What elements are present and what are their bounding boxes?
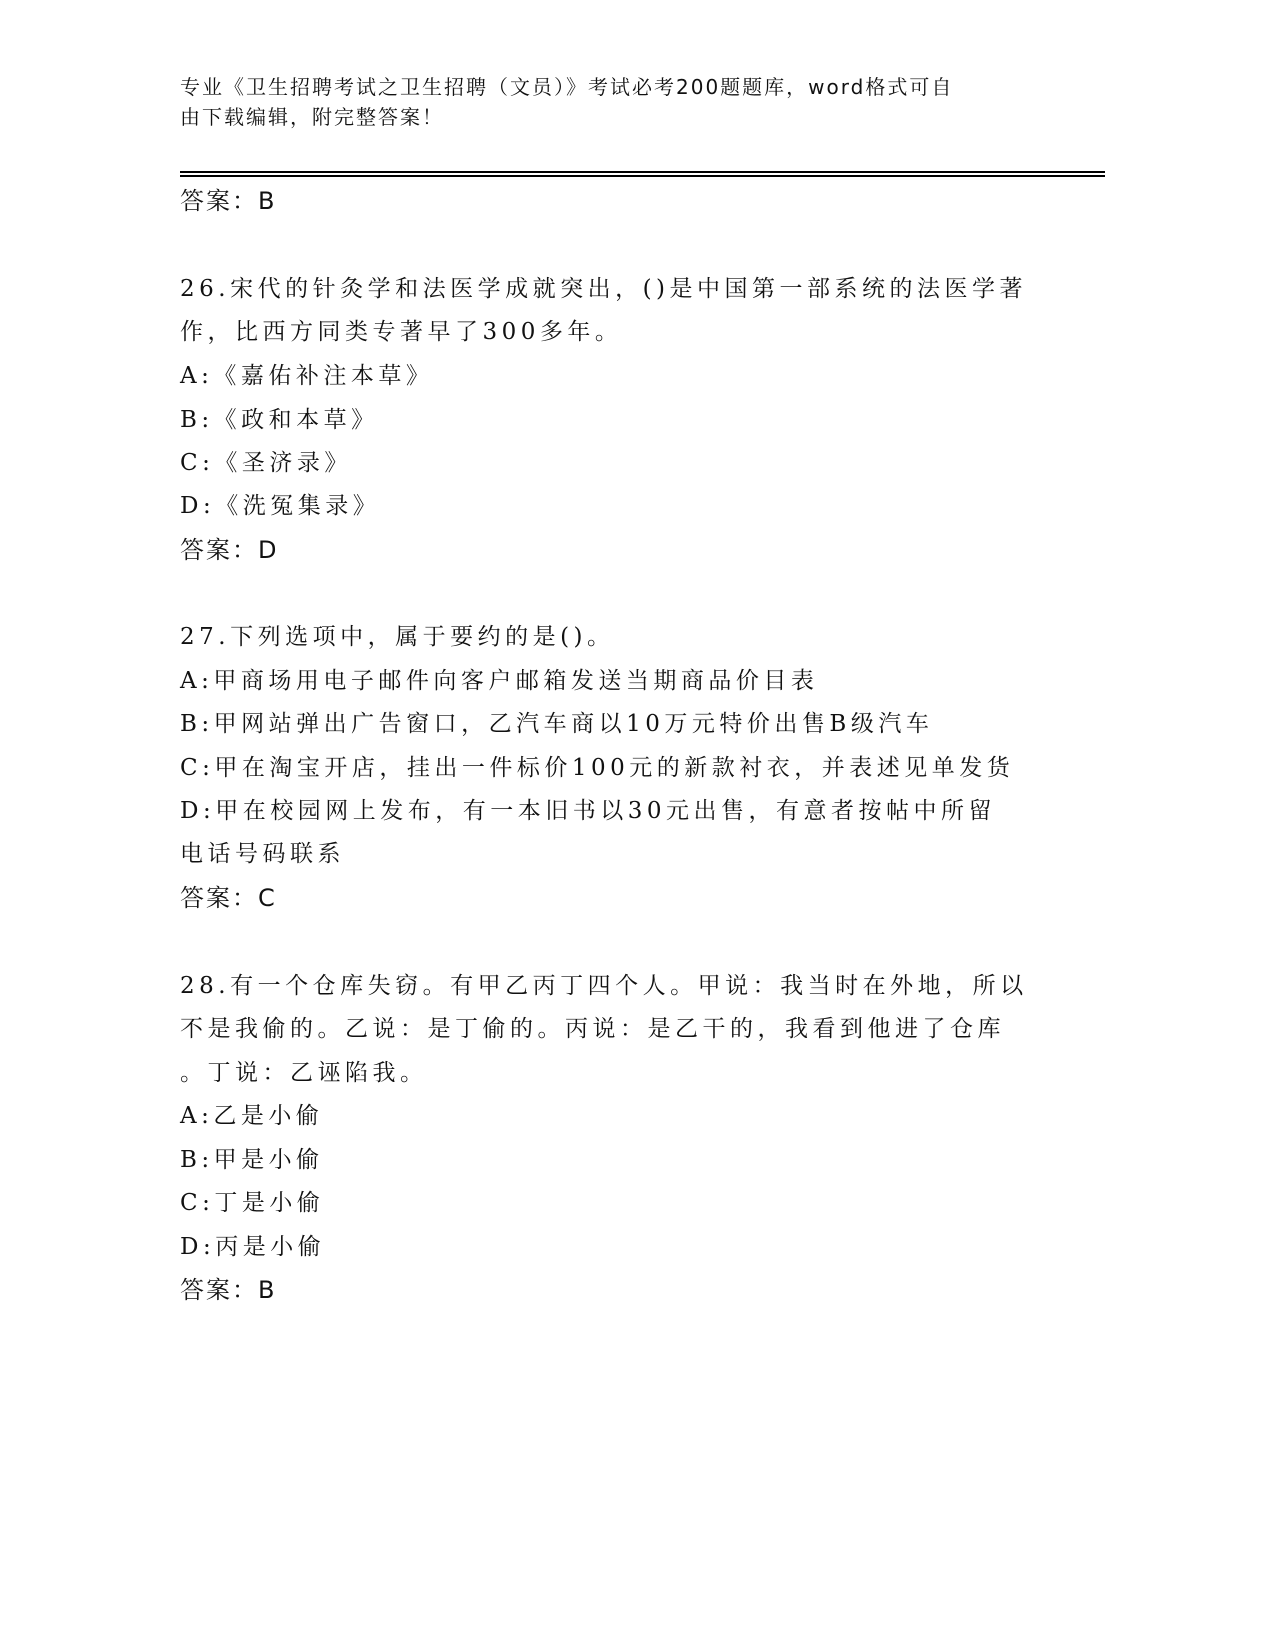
answer-previous: 答案：B xyxy=(180,187,277,215)
option-a: A:乙是小偷 xyxy=(180,1103,324,1129)
question-text: 作，比西方同类专著早了300多年。 xyxy=(180,319,623,345)
answer: 答案：D xyxy=(180,536,279,564)
option-d: D:甲在校园网上发布，有一本旧书以30元出售，有意者按帖中所留 xyxy=(180,798,996,824)
document-title-line-1: 专业《卫生招聘考试之卫生招聘（文员）》考试必考200题题库，word格式可自 xyxy=(180,75,954,99)
option-c: C:甲在淘宝开店，挂出一件标价100元的新款衬衣，并表述见单发货 xyxy=(180,755,1015,781)
answer: 答案：B xyxy=(180,1276,277,1304)
option-c: C:《圣济录》 xyxy=(180,450,352,476)
option-d-continued: 电话号码联系 xyxy=(180,841,345,867)
option-b: B:甲网站弹出广告窗口，乙汽车商以10万元特价出售B级汽车 xyxy=(180,711,934,737)
question-text: 26.宋代的针灸学和法医学成就突出，()是中国第一部系统的法医学著 xyxy=(180,276,1028,302)
header-divider-top xyxy=(180,171,1105,173)
option-a: A:甲商场用电子邮件向客户邮箱发送当期商品价目表 xyxy=(180,668,819,694)
answer: 答案：C xyxy=(180,884,277,912)
option-b: B:《政和本草》 xyxy=(180,407,379,433)
question-text: 。丁说：乙诬陷我。 xyxy=(180,1060,428,1086)
question-text: 28.有一个仓库失窃。有甲乙丙丁四个人。甲说：我当时在外地，所以 xyxy=(180,973,1028,999)
option-c: C:丁是小偷 xyxy=(180,1190,325,1216)
document-title-line-2: 由下载编辑，附完整答案！ xyxy=(180,105,444,129)
option-b: B:甲是小偷 xyxy=(180,1147,324,1173)
option-d: D:丙是小偷 xyxy=(180,1234,326,1260)
question-text: 27.下列选项中，属于要约的是()。 xyxy=(180,624,615,650)
option-d: D:《洗冤集录》 xyxy=(180,493,381,519)
question-text: 不是我偷的。乙说：是丁偷的。丙说：是乙干的，我看到他进了仓库 xyxy=(180,1016,1005,1042)
option-a: A:《嘉佑补注本草》 xyxy=(180,363,434,389)
header-divider-bottom xyxy=(180,175,1105,177)
